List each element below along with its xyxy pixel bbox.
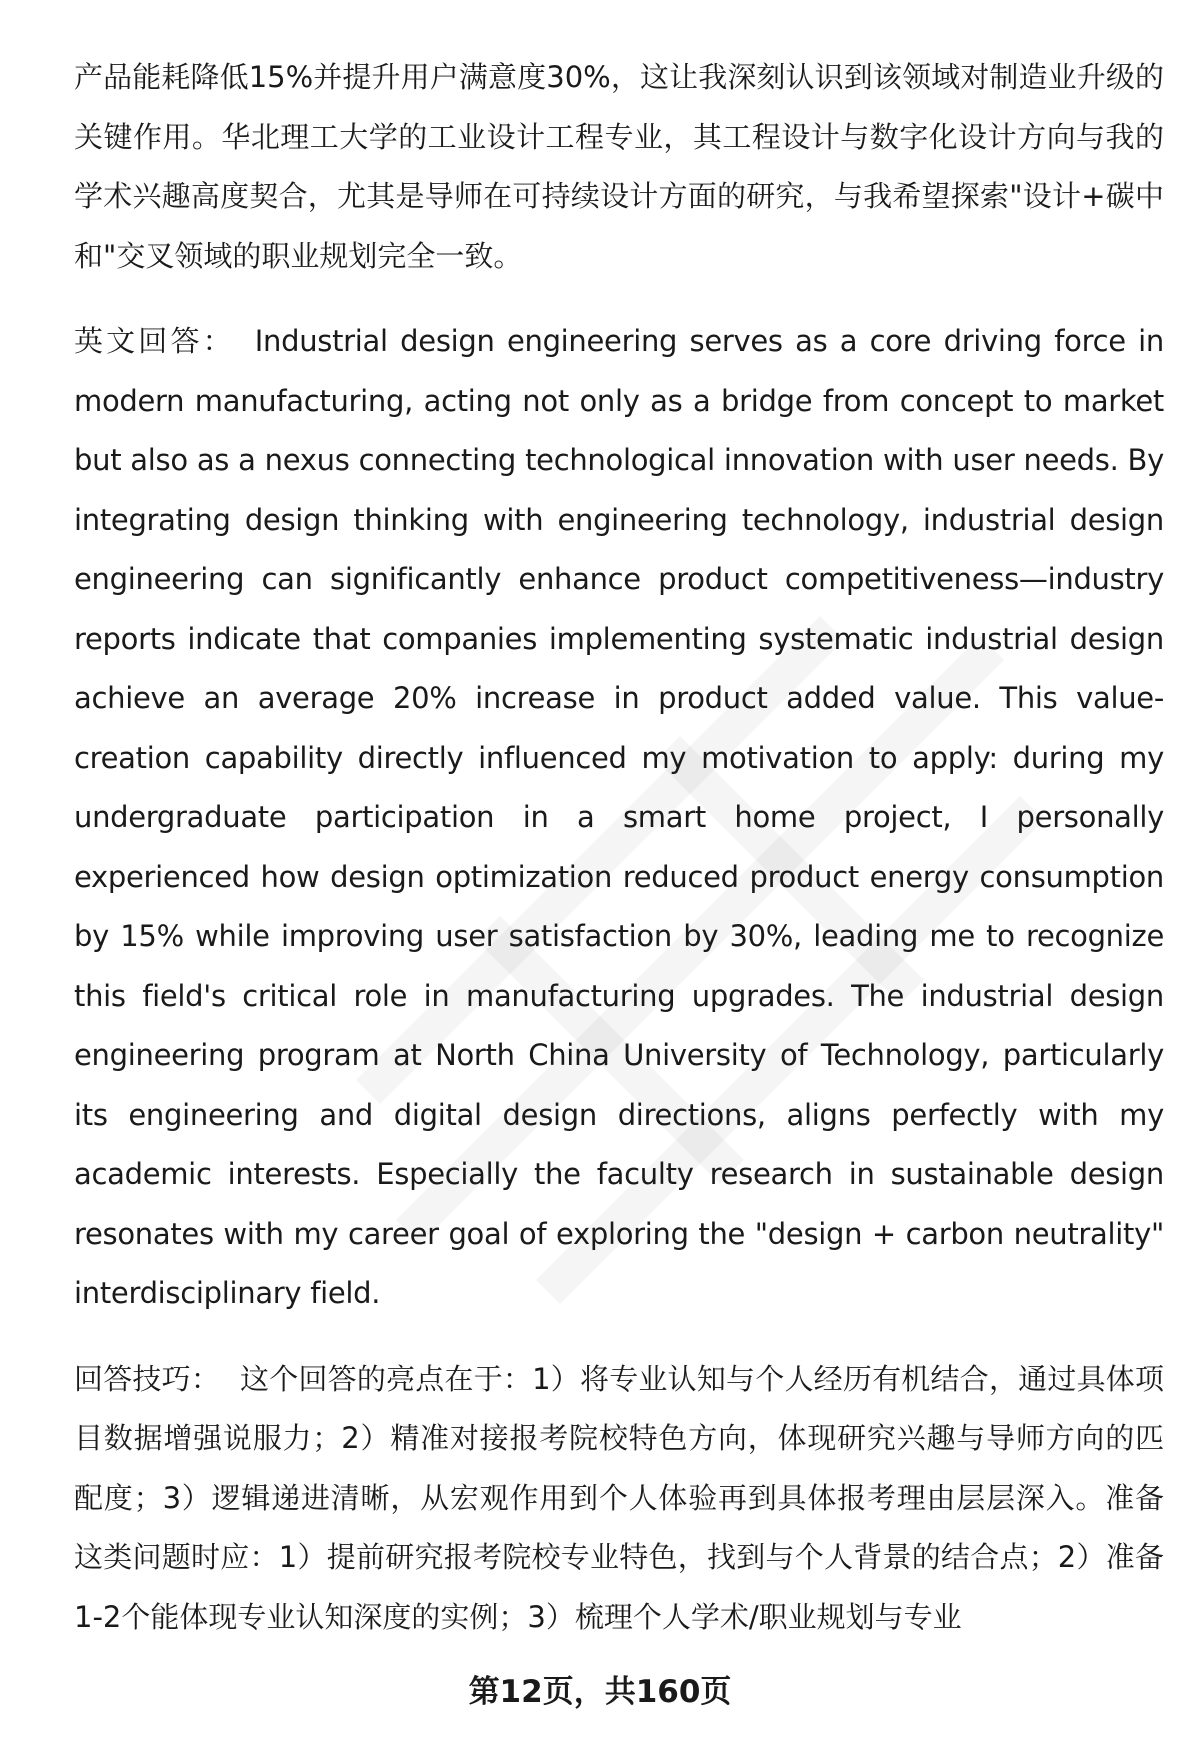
- answer-tips-label: 回答技巧：: [74, 1361, 221, 1396]
- page-number-footer: 第12页，共160页: [468, 1674, 732, 1710]
- paragraph-english-answer: [74, 312, 1164, 1324]
- document-body: [74, 48, 1164, 1673]
- paragraph-chinese-answer-continuation: [74, 48, 1164, 286]
- paragraph-text: Industrial design engineering serves as a core driving force in modern manufacturing, acting not only as a bridge from concept to market but also as a nexus connecting technological innovation with user needs. By integrating design thinking with engineering technology, industrial design engineering can significantly enhance product competitiveness—industry reports indicate that companies implementing systematic industrial design achieve an average 20% increase in product added value. This value-creation capability directly influenced my motivation to apply: during my undergraduate participation in a smart home project, I personally experienced how design optimization reduced product energy consumption by 15% while improving user satisfaction by 30%, leading me to recognize this field's critical role in manufacturing upgrades. The industrial design engineering program at North China University of Technology, particularly its engineering and digital design directions, aligns perfectly with my academic interests. Especially the faculty research in sustainable design resonates with my career goal of exploring the "design + carbon neutrality" interdisciplinary field.: [74, 324, 1164, 1310]
- english-answer-label: 英文回答：: [74, 324, 235, 358]
- paragraph-text: 产品能耗降低15%并提升用户满意度30%，这让我深刻认识到该领域对制造业升级的关键作用。华北理工大学的工业设计工程专业，其工程设计与数字化设计方向与我的学术兴趣高度契合，尤其是导师在可持续设计方面的研究，与我希望探索"设计+碳中和"交叉领域的职业规划完全一致。: [74, 60, 1164, 273]
- paragraph-text: 这个回答的亮点在于：1）将专业认知与个人经历有机结合，通过具体项目数据增强说服力；2）精准对接报考院校特色方向，体现研究兴趣与导师方向的匹配度；3）逻辑递进清晰，从宏观作用到个人体验再到具体报考理由层层深入。准备这类问题时应：1）提前研究报考院校专业特色，找到与个人背景的结合点；2）准备1-2个能体现专业认知深度的实例；3）梳理个人学术/职业规划与专业: [74, 1361, 1164, 1634]
- paragraph-answer-tips: [74, 1350, 1164, 1648]
